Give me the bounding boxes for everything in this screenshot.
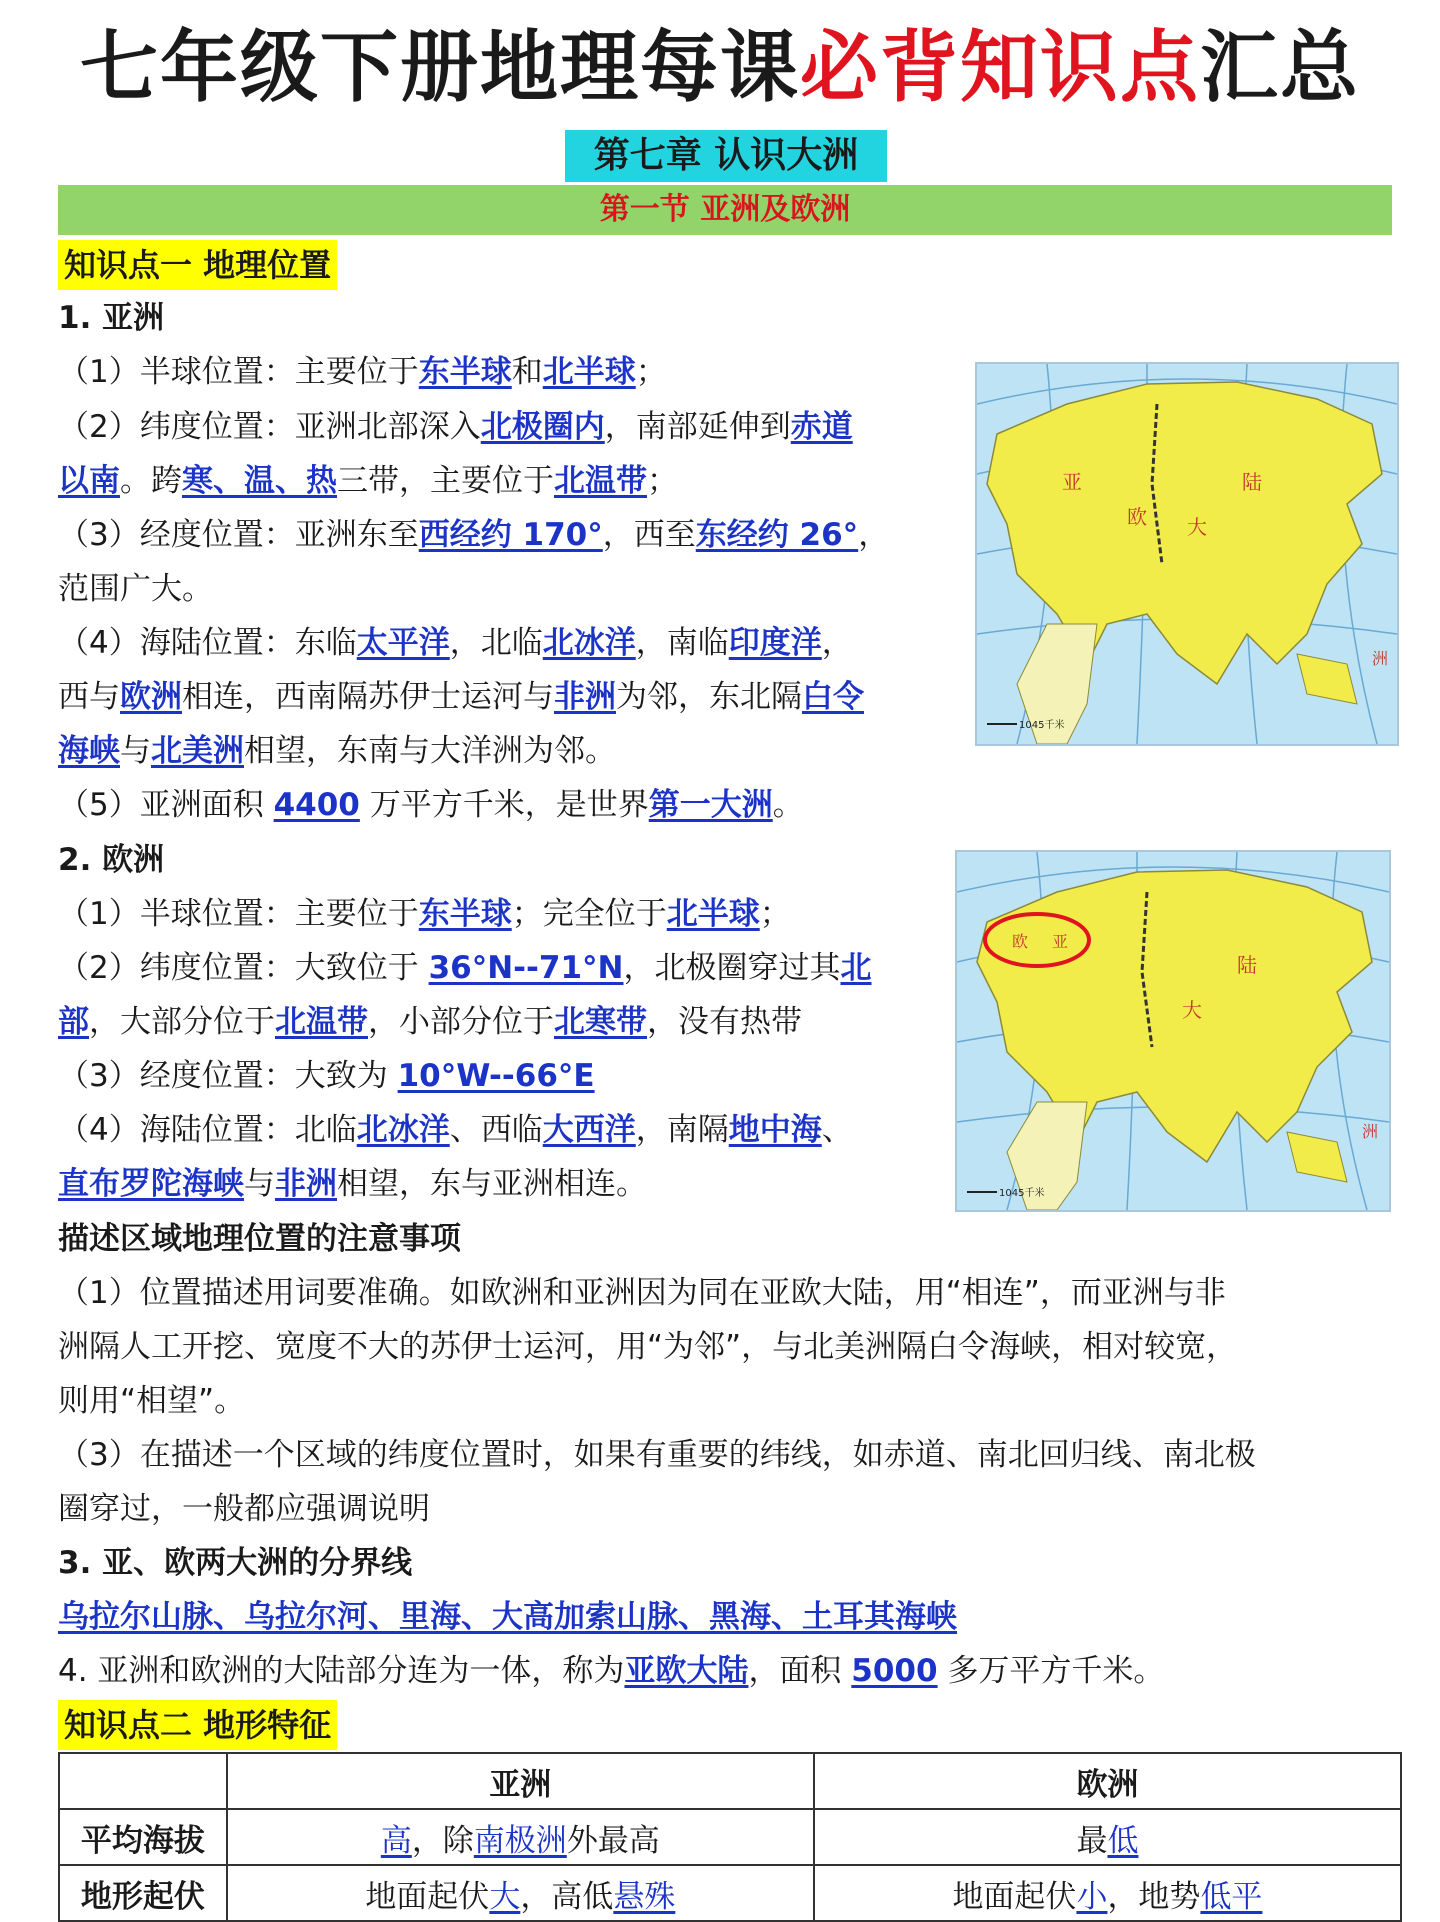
map2-label-1: 欧 [1012, 932, 1029, 951]
map1-label-2: 欧 [1127, 505, 1147, 529]
cell-europe-elevation: 最低 [814, 1809, 1401, 1865]
asia-line-4: （3）经度位置：亚洲东至西经约 170°，西至东经约 26°， [58, 517, 890, 553]
map1-label-3: 大 [1187, 515, 1207, 539]
europe-heading: 2. 欧洲 [58, 842, 165, 878]
eurasia-line: 4. 亚洲和欧洲的大陆部分连为一体，称为亚欧大陆，面积 5000 多万平方千米。 [58, 1653, 1165, 1689]
map1-label-4: 陆 [1242, 470, 1262, 494]
chapter-heading: 第七章 认识大洲 [565, 130, 887, 182]
terrain-table [58, 1752, 1402, 1922]
notes-line-5: 圈穿过，一般都应强调说明 [58, 1491, 430, 1527]
europe-map [955, 850, 1391, 1212]
asia-line-3: 以南。跨寒、温、热三带，主要位于北温带； [58, 463, 678, 499]
page-title [0, 18, 1440, 118]
asia-line-8: 海峡与北美洲相望，东南与大洋洲为邻。 [58, 733, 616, 769]
boundary-items: 乌拉尔山脉、乌拉尔河、里海、大高加索山脉、黑海、土耳其海峡 [58, 1599, 957, 1635]
notes-heading: 描述区域地理位置的注意事项 [58, 1221, 461, 1257]
cell-asia-elevation: 高，除南极洲外最高 [227, 1809, 814, 1865]
table-row [59, 1865, 1401, 1921]
europe-line-4: （3）经度位置：大致为 10°W--66°E [58, 1058, 595, 1094]
map1-scale: 1045千米 [1019, 720, 1065, 731]
table-header-asia: 亚洲 [227, 1753, 814, 1809]
asia-map [975, 362, 1399, 746]
notes-line-3: 则用“相望”。 [58, 1383, 246, 1419]
asia-line-7: 西与欧洲相连，西南隔苏伊士运河与非洲为邻，东北隔白令 [58, 679, 864, 715]
section-heading: 第一节 亚洲及欧洲 [58, 185, 1392, 235]
europe-line-1: （1）半球位置：主要位于东半球；完全位于北半球； [58, 896, 791, 932]
europe-line-5: （4）海陆位置：北临北冰洋、西临大西洋，南隔地中海、 [58, 1112, 853, 1148]
map2-label-4: 陆 [1237, 953, 1257, 977]
notes-line-1: （1）位置描述用词要准确。如欧洲和亚洲因为同在亚欧大陆，用“相连”，而亚洲与非 [58, 1275, 1226, 1311]
row-head-elevation: 平均海拔 [59, 1809, 227, 1865]
asia-heading: 1. 亚洲 [58, 300, 165, 336]
cell-europe-relief: 地面起伏小，地势低平 [814, 1865, 1401, 1921]
row-head-relief: 地形起伏 [59, 1865, 227, 1921]
asia-line-2: （2）纬度位置：亚洲北部深入北极圈内，南部延伸到赤道 [58, 409, 853, 445]
asia-line-5: 范围广大。 [58, 571, 213, 607]
map1-label-5: 洲 [1372, 649, 1389, 668]
table-header-row [59, 1753, 1401, 1809]
title-part1: 七年级下册地理每课 [79, 23, 800, 113]
table-header-europe: 欧洲 [814, 1753, 1401, 1809]
boundary-heading: 3. 亚、欧两大洲的分界线 [58, 1545, 413, 1581]
map2-scale: 1045千米 [999, 1188, 1045, 1199]
europe-line-3: 部，大部分位于北温带，小部分位于北寒带，没有热带 [58, 1004, 802, 1040]
title-part3: 汇总 [1200, 23, 1361, 113]
map2-label-3: 大 [1182, 998, 1202, 1022]
title-part2: 必背知识点 [799, 23, 1200, 113]
map1-label-1: 亚 [1062, 470, 1082, 494]
asia-line-1: （1）半球位置：主要位于东半球和北半球； [58, 354, 667, 390]
map2-label-5: 洲 [1362, 1122, 1379, 1141]
table-header-empty [59, 1753, 227, 1809]
knowledge-point-2: 知识点二 地形特征 [58, 1700, 337, 1750]
table-row [59, 1809, 1401, 1865]
notes-line-4: （3）在描述一个区域的纬度位置时，如果有重要的纬线，如赤道、南北回归线、南北极 [58, 1437, 1256, 1473]
cell-asia-relief: 地面起伏大，高低悬殊 [227, 1865, 814, 1921]
europe-line-2: （2）纬度位置：大致位于 36°N--71°N，北极圈穿过其北 [58, 950, 872, 986]
asia-line-6: （4）海陆位置：东临太平洋，北临北冰洋，南临印度洋， [58, 625, 853, 661]
map2-label-2: 亚 [1052, 932, 1069, 951]
knowledge-point-1: 知识点一 地理位置 [58, 240, 337, 290]
europe-line-6: 直布罗陀海峡与非洲相望，东与亚洲相连。 [58, 1166, 647, 1202]
notes-line-2: 洲隔人工开挖、宽度不大的苏伊士运河，用“为邻”，与北美洲隔白令海峡，相对较宽， [58, 1329, 1238, 1365]
asia-line-9: （5）亚洲面积 4400 万平方千米，是世界第一大洲。 [58, 787, 804, 823]
